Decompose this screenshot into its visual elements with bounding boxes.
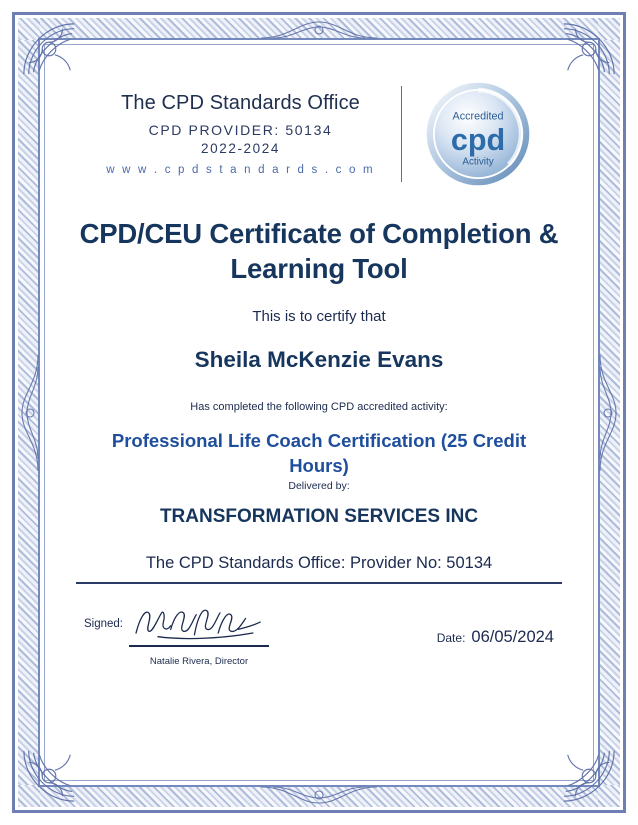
date-label: Date: <box>436 631 466 646</box>
cpd-accredited-activity-seal-icon <box>424 80 532 188</box>
handwritten-signature-icon <box>129 602 269 644</box>
edge-flourish-icon <box>596 353 620 473</box>
date-block <box>437 602 554 647</box>
accreditation-badge-block <box>402 80 532 188</box>
issuer-office-name: The CPD Standards Office <box>121 92 360 114</box>
signature-block <box>84 602 269 667</box>
edge-flourish-icon <box>259 783 379 807</box>
issuer-block <box>106 92 401 176</box>
divider-rule <box>76 582 562 584</box>
edge-flourish-icon <box>259 18 379 42</box>
page-title: CPD/CEU Certificate of Completion & Learning Tool <box>79 218 559 285</box>
certificate-content <box>52 52 586 773</box>
activity-name: Professional Life Coach Certification (25 Credit Hours) <box>111 430 527 477</box>
badge-main-text: cpd <box>450 123 505 158</box>
badge-bottom-text: Activity <box>462 156 494 168</box>
signed-label: Signed: <box>84 618 124 631</box>
edge-flourish-icon <box>18 353 42 473</box>
date-value: 06/05/2024 <box>471 628 554 647</box>
badge-top-text: Accredited <box>452 110 504 123</box>
certify-statement: This is to certify that <box>252 308 386 326</box>
issuer-provider-number: CPD PROVIDER: 50134 <box>148 122 333 138</box>
recipient-name: Sheila McKenzie Evans <box>194 347 444 373</box>
completion-statement: Has completed the following CPD accredited activity: <box>190 401 448 414</box>
certificate-header <box>70 74 568 190</box>
provider-name: TRANSFORMATION SERVICES INC <box>159 506 479 528</box>
issuer-website: w w w . c p d s t a n d a r d s . c o m <box>106 164 375 176</box>
delivered-by-label: Delivered by: <box>288 480 350 493</box>
office-provider-line: The CPD Standards Office: Provider No: 50134 <box>145 554 493 573</box>
signatory-name: Natalie Rivera, Director <box>149 655 249 667</box>
signature-image-block <box>129 602 269 667</box>
issuer-years: 2022-2024 <box>201 141 280 156</box>
signature-rule <box>129 645 269 647</box>
signature-area <box>70 602 568 667</box>
